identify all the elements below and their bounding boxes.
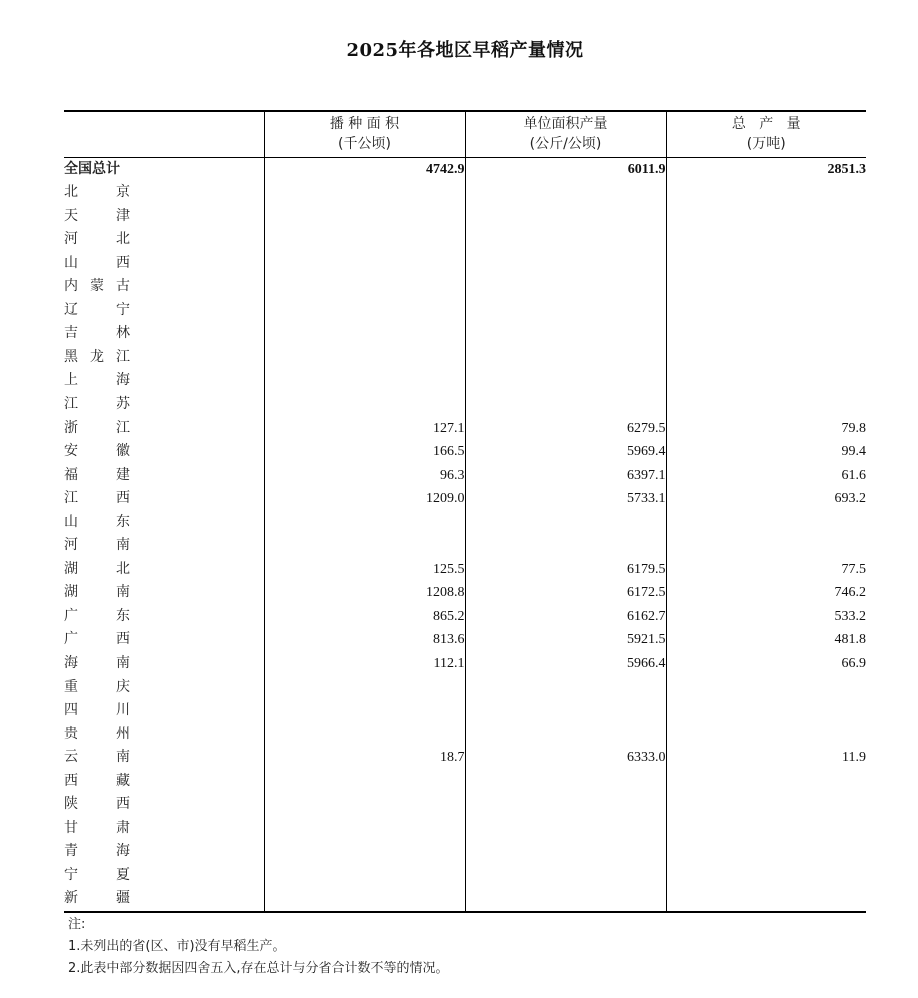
region-name: 四 川 — [64, 702, 130, 719]
area-cell — [264, 699, 465, 723]
area-cell — [264, 770, 465, 794]
area-cell — [264, 864, 465, 888]
output-cell: 99.4 — [666, 440, 866, 464]
yield-cell — [465, 299, 666, 323]
output-cell — [666, 228, 866, 252]
region-name: 江 西 — [64, 490, 130, 507]
table-row — [64, 205, 866, 229]
table-row — [64, 181, 866, 205]
table-row — [64, 887, 866, 912]
region-name: 陕 西 — [64, 796, 130, 813]
total-row — [64, 157, 866, 181]
header-yield-per-area — [465, 111, 666, 157]
table-row — [64, 558, 866, 582]
area-cell — [264, 723, 465, 747]
yield-cell — [465, 770, 666, 794]
area-cell: 865.2 — [264, 605, 465, 629]
yield-cell: 6397.1 — [465, 464, 666, 488]
area-cell — [264, 346, 465, 370]
yield-cell: 5733.1 — [465, 487, 666, 511]
output-cell: 533.2 — [666, 605, 866, 629]
table-row — [64, 817, 866, 841]
region-name: 西 藏 — [64, 772, 130, 789]
area-cell: 4742.9 — [264, 157, 465, 181]
region-name: 新 疆 — [64, 890, 130, 907]
yield-cell — [465, 346, 666, 370]
area-cell — [264, 181, 465, 205]
output-cell: 693.2 — [666, 487, 866, 511]
region-cell — [64, 887, 264, 912]
yield-cell — [465, 181, 666, 205]
yield-cell — [465, 205, 666, 229]
header-yield-unit: (公斤/公顷) — [529, 136, 602, 153]
table-row — [64, 723, 866, 747]
table-row — [64, 864, 866, 888]
output-cell — [666, 676, 866, 700]
region-cell — [64, 464, 264, 488]
page-title: 2025年各地区早稻产量情况 — [346, 40, 584, 61]
region-name: 湖 南 — [64, 584, 130, 601]
output-cell: 481.8 — [666, 628, 866, 652]
table-row — [64, 393, 866, 417]
area-cell — [264, 840, 465, 864]
region-cell — [64, 628, 264, 652]
area-cell: 813.6 — [264, 628, 465, 652]
note-item-1: 1.未列出的省(区、市)没有早稻生产。 — [68, 939, 286, 954]
region-cell — [64, 275, 264, 299]
region-cell — [64, 652, 264, 676]
note-item-2: 2.此表中部分数据因四舍五入,存在总计与分省合计数不等的情况。 — [68, 961, 449, 976]
yield-cell — [465, 676, 666, 700]
output-cell: 746.2 — [666, 581, 866, 605]
table-row — [64, 369, 866, 393]
region-cell — [64, 793, 264, 817]
table-row — [64, 770, 866, 794]
output-cell — [666, 181, 866, 205]
area-cell — [264, 369, 465, 393]
table-row — [64, 275, 866, 299]
region-cell — [64, 770, 264, 794]
table-row — [64, 464, 866, 488]
header-output-unit: (万吨) — [746, 136, 786, 153]
yield-cell — [465, 252, 666, 276]
area-cell — [264, 793, 465, 817]
output-cell — [666, 369, 866, 393]
area-cell — [264, 299, 465, 323]
region-name: 福 建 — [64, 466, 130, 483]
header-sown-area-unit: (千公顷) — [338, 136, 391, 153]
region-cell — [64, 299, 264, 323]
yield-cell — [465, 887, 666, 912]
region-cell — [64, 181, 264, 205]
region-cell — [64, 487, 264, 511]
output-cell: 77.5 — [666, 558, 866, 582]
area-cell — [264, 511, 465, 535]
region-name: 河 南 — [64, 537, 130, 554]
region-name: 重 庆 — [64, 678, 130, 695]
yield-cell: 6333.0 — [465, 746, 666, 770]
yield-cell — [465, 699, 666, 723]
yield-cell — [465, 793, 666, 817]
table-row — [64, 793, 866, 817]
table-row — [64, 652, 866, 676]
region-name: 河 北 — [64, 231, 130, 248]
area-cell — [264, 676, 465, 700]
yield-cell — [465, 534, 666, 558]
area-cell — [264, 275, 465, 299]
footnotes — [68, 914, 449, 980]
yield-cell — [465, 511, 666, 535]
region-cell — [64, 746, 264, 770]
region-cell — [64, 676, 264, 700]
region-cell — [64, 534, 264, 558]
area-cell: 1208.8 — [264, 581, 465, 605]
region-cell — [64, 346, 264, 370]
header-yield-label: 单位面积产量 — [523, 116, 608, 133]
area-cell — [264, 252, 465, 276]
yield-cell: 5966.4 — [465, 652, 666, 676]
region-name: 黑 龙 江 — [64, 348, 130, 365]
area-cell: 18.7 — [264, 746, 465, 770]
area-cell — [264, 393, 465, 417]
output-cell — [666, 793, 866, 817]
region-name: 全国总计 — [64, 160, 120, 177]
region-name: 浙 江 — [64, 419, 130, 436]
output-cell — [666, 723, 866, 747]
output-cell — [666, 770, 866, 794]
area-cell: 125.5 — [264, 558, 465, 582]
region-cell — [64, 864, 264, 888]
table-row — [64, 417, 866, 441]
output-cell — [666, 252, 866, 276]
region-name: 内 蒙 古 — [64, 278, 130, 295]
area-cell: 166.5 — [264, 440, 465, 464]
region-name: 贵 州 — [64, 725, 130, 742]
region-cell — [64, 605, 264, 629]
header-sown-area-label: 播 种 面 积 — [329, 116, 400, 133]
table-row — [64, 746, 866, 770]
region-cell — [64, 205, 264, 229]
table-row — [64, 628, 866, 652]
yield-cell — [465, 393, 666, 417]
region-cell — [64, 157, 264, 181]
output-cell — [666, 887, 866, 912]
table-row — [64, 487, 866, 511]
region-cell — [64, 322, 264, 346]
region-cell — [64, 369, 264, 393]
output-cell — [666, 393, 866, 417]
region-name: 北 京 — [64, 184, 130, 201]
header-output-label: 总 产 量 — [731, 116, 801, 133]
region-cell — [64, 252, 264, 276]
yield-cell — [465, 369, 666, 393]
output-cell — [666, 817, 866, 841]
header-total-output — [666, 111, 866, 157]
yield-cell: 5969.4 — [465, 440, 666, 464]
table-header-row — [64, 111, 866, 157]
yield-cell — [465, 864, 666, 888]
table-row — [64, 440, 866, 464]
yield-cell: 6172.5 — [465, 581, 666, 605]
yield-cell: 5921.5 — [465, 628, 666, 652]
output-cell: 79.8 — [666, 417, 866, 441]
output-cell — [666, 275, 866, 299]
area-cell: 96.3 — [264, 464, 465, 488]
yield-cell — [465, 840, 666, 864]
output-cell: 66.9 — [666, 652, 866, 676]
yield-cell — [465, 228, 666, 252]
region-cell — [64, 511, 264, 535]
table-row — [64, 699, 866, 723]
yield-cell — [465, 275, 666, 299]
region-cell — [64, 440, 264, 464]
table-row — [64, 605, 866, 629]
area-cell — [264, 534, 465, 558]
output-cell — [666, 534, 866, 558]
area-cell: 127.1 — [264, 417, 465, 441]
yield-cell: 6179.5 — [465, 558, 666, 582]
area-cell — [264, 205, 465, 229]
region-cell — [64, 699, 264, 723]
region-name: 山 西 — [64, 254, 130, 271]
region-name: 青 海 — [64, 843, 130, 860]
region-cell — [64, 817, 264, 841]
header-region — [64, 111, 264, 157]
output-cell — [666, 205, 866, 229]
header-sown-area — [264, 111, 465, 157]
table-row — [64, 322, 866, 346]
region-cell — [64, 228, 264, 252]
region-name: 广 西 — [64, 631, 130, 648]
region-name: 云 南 — [64, 749, 130, 766]
region-name: 湖 北 — [64, 560, 130, 577]
yield-cell — [465, 322, 666, 346]
area-cell — [264, 322, 465, 346]
table-row — [64, 346, 866, 370]
table-row — [64, 228, 866, 252]
output-cell: 2851.3 — [666, 157, 866, 181]
yield-cell: 6279.5 — [465, 417, 666, 441]
rice-production-table — [64, 110, 866, 913]
yield-cell: 6011.9 — [465, 157, 666, 181]
output-cell — [666, 511, 866, 535]
yield-cell — [465, 723, 666, 747]
region-name: 上 海 — [64, 372, 130, 389]
area-cell: 112.1 — [264, 652, 465, 676]
area-cell: 1209.0 — [264, 487, 465, 511]
region-cell — [64, 840, 264, 864]
region-cell — [64, 393, 264, 417]
region-name: 海 南 — [64, 654, 130, 671]
region-name: 广 东 — [64, 607, 130, 624]
region-name: 江 苏 — [64, 395, 130, 412]
region-cell — [64, 723, 264, 747]
table-row — [64, 534, 866, 558]
output-cell: 61.6 — [666, 464, 866, 488]
output-cell — [666, 346, 866, 370]
region-name: 安 徽 — [64, 443, 130, 460]
yield-cell — [465, 817, 666, 841]
notes-heading: 注: — [68, 917, 86, 932]
area-cell — [264, 817, 465, 841]
table-row — [64, 299, 866, 323]
region-name: 山 东 — [64, 513, 130, 530]
table-row — [64, 840, 866, 864]
output-cell — [666, 322, 866, 346]
region-cell — [64, 558, 264, 582]
region-cell — [64, 581, 264, 605]
area-cell — [264, 228, 465, 252]
region-name: 宁 夏 — [64, 866, 130, 883]
region-name: 辽 宁 — [64, 301, 130, 318]
output-cell — [666, 864, 866, 888]
output-cell — [666, 299, 866, 323]
region-cell — [64, 417, 264, 441]
output-cell: 11.9 — [666, 746, 866, 770]
region-name: 天 津 — [64, 207, 130, 224]
region-name: 甘 肃 — [64, 819, 130, 836]
table-row — [64, 676, 866, 700]
area-cell — [264, 887, 465, 912]
table-row — [64, 252, 866, 276]
output-cell — [666, 840, 866, 864]
output-cell — [666, 699, 866, 723]
table-row — [64, 581, 866, 605]
table-row — [64, 511, 866, 535]
yield-cell: 6162.7 — [465, 605, 666, 629]
region-name: 吉 林 — [64, 325, 130, 342]
table-body — [64, 157, 866, 912]
